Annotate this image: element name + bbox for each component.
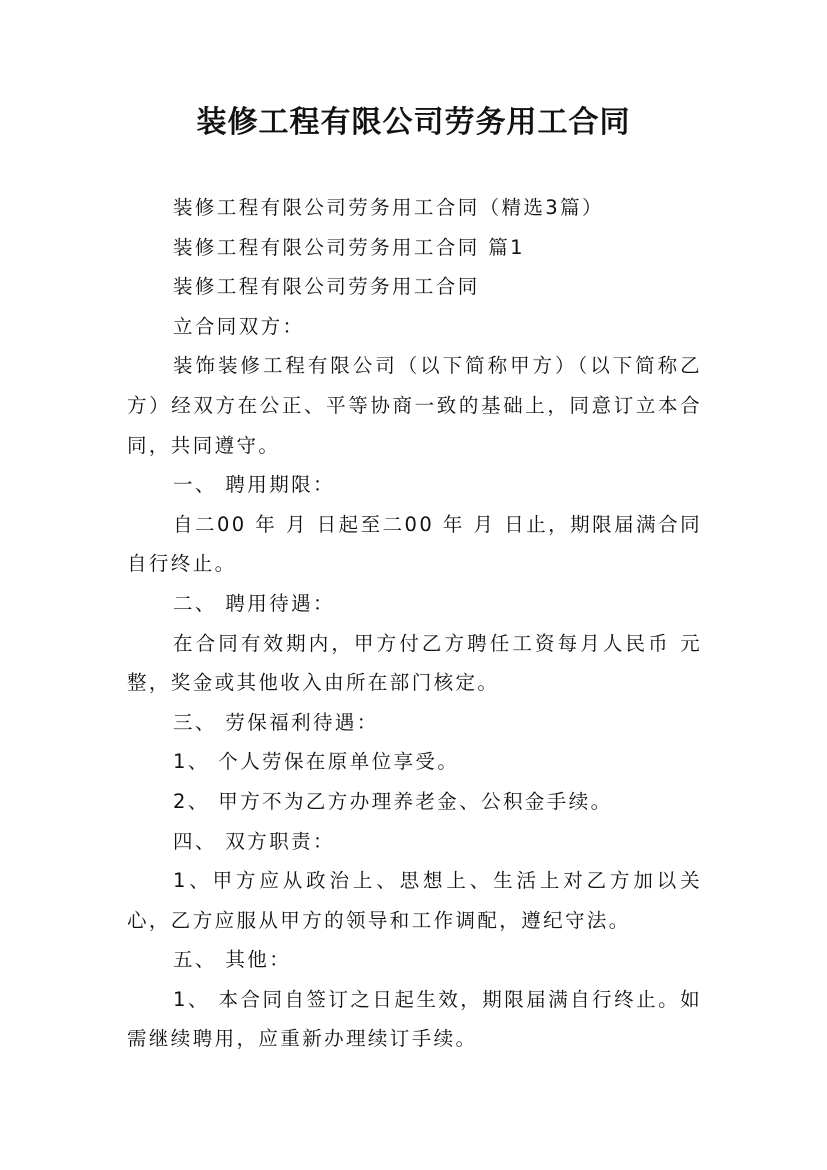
paragraph-contract-name: 装修工程有限公司劳务用工合同 [173,275,480,299]
paragraph-subtitle: 装修工程有限公司劳务用工合同（精选3篇） [173,196,604,219]
paragraph-parties-label: 立合同双方： [173,314,305,338]
paragraph-pay: 在合同有效期内，甲方付乙方聘任工资每月人民币 元整，奖金或其他收入由所在部门核定。 [127,631,702,695]
document-title: 装修工程有限公司劳务用工合同 [196,105,631,140]
clause-heading-welfare: 三、 劳保福利待遇： [173,710,379,734]
paragraph-term: 自二00 年 月 日起至二00 年 月 日止，期限届满合同自行终止。 [127,512,702,576]
paragraph-welfare-1: 1、 个人劳保在原单位享受。 [173,750,460,774]
paragraph-welfare-2: 2、 甲方不为乙方办理养老金、公积金手续。 [173,789,613,813]
paragraph-duties-1: 1、甲方应从政治上、思想上、生活上对乙方加以关心，乙方应服从甲方的领导和工作调配，遵纪守法。 [127,869,702,932]
paragraph-parties: 装饰装修工程有限公司（以下简称甲方）（以下简称乙方）经双方在公正、平等协商一致的基础上，同意订立本合同，共同遵守。 [127,354,702,457]
clause-heading-other: 五、 其他： [173,948,292,972]
clause-heading-term: 一、 聘用期限： [173,473,335,497]
clause-heading-pay: 二、 聘用待遇： [173,591,335,615]
paragraph-other-1: 1、 本合同自签订之日起生效，期限届满自行终止。如需继续聘用，应重新办理续订手续。 [127,987,702,1051]
paragraph-section-heading: 装修工程有限公司劳务用工合同 篇1 [173,235,525,259]
clause-heading-duties: 四、 双方职责： [173,829,335,853]
document-body [127,188,702,1059]
